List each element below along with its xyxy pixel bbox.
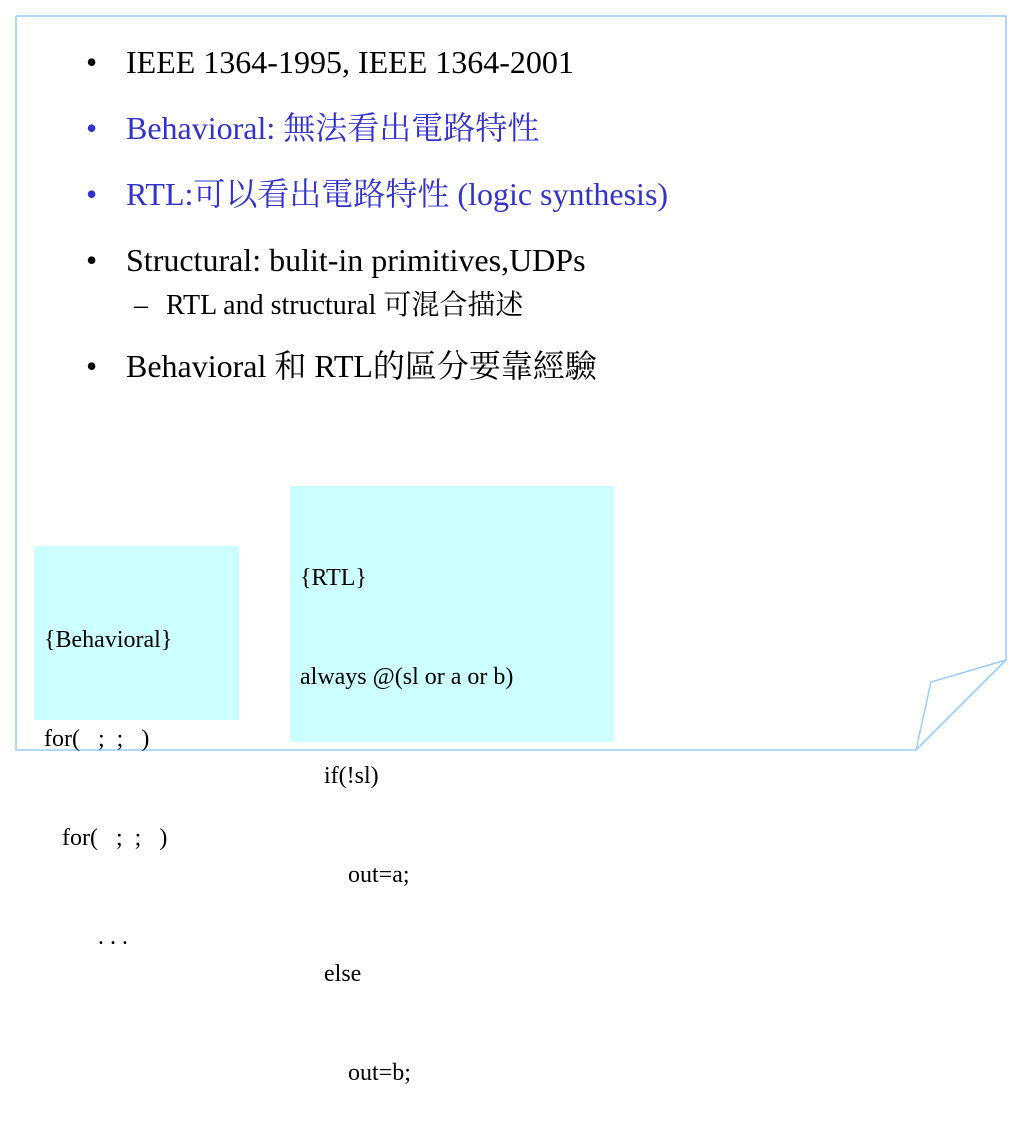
bullet-behavioral-vs-rtl [86, 348, 966, 384]
code-line: always @(sl or a or b) [300, 664, 514, 690]
behavioral-code-box [34, 546, 239, 950]
code-line: . . . [44, 924, 128, 950]
code-line: out=b; [300, 1060, 411, 1086]
code-line: {RTL} [300, 565, 367, 591]
bullet-marker: • [86, 44, 98, 80]
code-line: for( ; ; ) [44, 825, 168, 851]
bullet-marker: • [86, 242, 98, 278]
bullet-text: IEEE 1364-1995, IEEE 1364-2001 [126, 44, 574, 80]
rtl-code-box [290, 486, 614, 1086]
code-line: {Behavioral} [44, 627, 173, 653]
code-line: else [300, 961, 362, 987]
bullet-text: RTL:可以看出電路特性 (logic synthesis) [126, 176, 669, 212]
bullet-behavioral [86, 110, 966, 146]
code-line: if(!sl) [300, 763, 379, 789]
sub-bullet-rtl-structural [86, 290, 966, 322]
bullet-marker: • [86, 176, 98, 212]
bullet-text: Structural: bulit-in primitives,UDPs [126, 242, 586, 278]
bullet-text: Behavioral: 無法看出電路特性 [126, 110, 540, 146]
bullet-marker: • [86, 110, 98, 146]
code-line: out=a; [300, 862, 410, 888]
bullet-rtl [86, 176, 966, 212]
bullet-text: Behavioral 和 RTL的區分要靠經驗 [126, 348, 597, 384]
bullet-marker: • [86, 348, 98, 384]
bullet-ieee-standards [86, 44, 966, 80]
code-line: for( ; ; ) [44, 726, 150, 752]
bullet-structural [86, 242, 966, 278]
bullet-text: RTL and structural 可混合描述 [166, 290, 524, 321]
bullet-list [86, 44, 966, 414]
bullet-marker: – [134, 290, 148, 321]
